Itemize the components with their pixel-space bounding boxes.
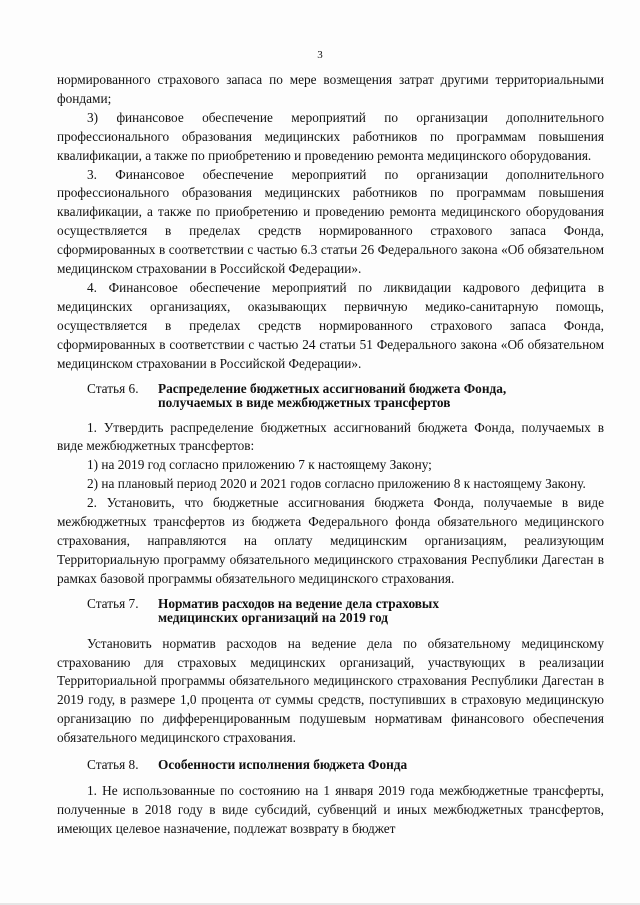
paragraph-item-3: 3) финансовое обеспечение мероприятий по организации дополнительного профессионального образования медицинских работников по программам повышения квалификации, а также по приобретению и проведению ремонта медицинского оборудования.	[57, 109, 604, 163]
article-8-label: Статья 8.	[87, 757, 139, 773]
article-6-label: Статья 6.	[87, 380, 139, 396]
article-8-heading	[57, 758, 604, 772]
paragraph-art6-point-1: 1. Утвердить распределение бюджетных ассигнований бюджета Фонда, получаемых в виде межбюджетных трансфертов:	[57, 419, 604, 454]
paragraph-art6-item-1: 1) на 2019 год согласно приложению 7 к настоящему Закону;	[87, 457, 432, 473]
article-6-title-line-2: получаемых в виде межбюджетных трансфертов	[158, 394, 451, 410]
paragraph-continuation: нормированного страхового запаса по мере возмещения затрат другими территориальными фондами;	[57, 72, 604, 106]
paragraph-art7-body: Установить норматив расходов на ведение дела по обязательному медицинскому страхованию для страховых медицинских организаций, участвующих в реализации Территориальной программы обязательного медицинского страхования Республики Дагестан в 2019 году, в размере 1,0 процента от суммы средств, поступивших в страховую медицинскую организацию по дифференцированным подушевым нормативам финансового обеспечения обязательного медицинского страхования.	[57, 635, 604, 746]
article-7-label: Статья 7.	[87, 595, 139, 611]
document-body	[57, 71, 604, 839]
article-8-title-line-1: Особенности исполнения бюджета Фонда	[158, 757, 408, 773]
article-7-heading	[57, 597, 604, 625]
paragraph-art8-point-1: 1. Не использованные по состоянию на 1 января 2019 года межбюджетные трансферты, полученные в 2018 году в виде субсидий, субвенций и иных межбюджетных трансфертов, имеющих целевое назначение, подлежат возврату в бюджет	[57, 783, 604, 836]
paragraph-point-3: 3. Финансовое обеспечение мероприятий по организации дополнительного профессионального образования медицинских работников по программам повышения квалификации, а также по приобретению и проведению ремонта медицинского оборудования осуществляется в пределах средств нормированного страхового запаса Фонда, сформированных в соответствии с частью 6.3 статьи 26 Федерального закона «Об обязательном медицинском страховании в Российской Федерации».	[57, 166, 604, 277]
paragraph-art6-item-2: 2) на плановый период 2020 и 2021 годов согласно приложению 8 к настоящему Закону.	[87, 476, 586, 492]
article-6-title-line-1: Распределение бюджетных ассигнований бюджета Фонда,	[158, 380, 507, 396]
article-7-title-line-1: Норматив расходов на ведение дела страховых	[158, 595, 439, 611]
article-6-heading	[57, 382, 604, 410]
paragraph-point-4: 4. Финансовое обеспечение мероприятий по ликвидации кадрового дефицита в медицинских организациях, оказывающих первичную медико-санитарную помощь, осуществляется в пределах средств нормированного страхового запаса Фонда, сформированных в соответствии с частью 24 статьи 51 Федерального закона «Об обязательном медицинском страховании в Российской Федерации».	[57, 279, 604, 371]
paragraph-art6-point-2: 2. Установить, что бюджетные ассигнования бюджета Фонда, получаемые в виде межбюджетных трансфертов из бюджета Федерального фонда обязательного медицинского страхования, направляются на оплату медицинским организациям, реализующим Территориальную программу обязательного медицинского страхования Республики Дагестан в рамках базовой программы обязательного медицинского страхования.	[57, 495, 604, 586]
page-number: 3	[317, 49, 323, 61]
article-7-title-line-2: медицинских организаций на 2019 год	[158, 609, 388, 625]
